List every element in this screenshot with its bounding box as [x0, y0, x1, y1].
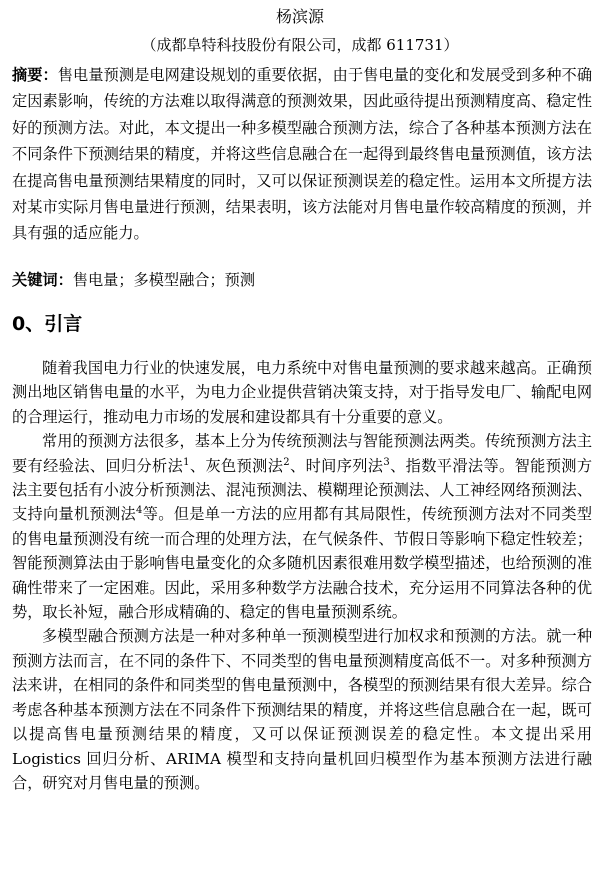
paragraph-1: 随着我国电力行业的快速发展，电力系统中对售电量预测的要求越来越高。正确预测出地区销售电量的水平，为电力企业提供营销决策支持，对于指导发电厂、输配电网的合理运行，推动电力市场的发展和建设都具有十分重要的意义。: [12, 359, 592, 426]
section-title: 0、引言: [12, 313, 83, 335]
abstract-label: 摘要：: [12, 66, 58, 84]
keywords-block: [12, 268, 592, 292]
paragraph-3: 多模型融合预测方法是一种对多种单一预测模型进行加权求和预测的方法。就一种预测方法而言，在不同的条件下、不同类型的售电量预测精度高低不一。对多种预测方法来讲，在相同的条件和同类型的售电量预测中，各模型的预测结果有很大差异。综合考虑各种基本预测方法在不同条件下预测结果的精度，并将这些信息融合在一起，既可以提高售电量预测结果的精度，又可以保证预测误差的稳定性。本文提出采用 Logistics 回归分析、ARIMA 模型和支持向量机回归模型作为基本预测方法进行融合，研究对月售电量的预测。: [12, 627, 592, 792]
author-affiliation: （成都阜特科技股份有限公司，成都 611731）: [141, 36, 459, 54]
paragraph-2-text: 常用的预测方法很多，基本上分为传统预测法与智能预测法两类。传统预测方法主要有经验法、回归分析法: [12, 432, 592, 475]
body-text: [12, 356, 592, 795]
keywords-label: 关键词：: [12, 271, 73, 289]
paragraph-2: [12, 429, 592, 624]
paragraph-2-text: 、时间序列法: [289, 456, 384, 475]
citation-3: 3: [383, 456, 390, 468]
citation-1: 1: [183, 456, 190, 468]
keywords-text: 售电量；多模型融合；预测: [72, 271, 255, 289]
abstract-block: [12, 62, 592, 247]
paragraph-2-text: 、指数平滑法等。智能预测方法主要包括有小波分析预测法、混沌预测法、模糊理论预测法、人工神经网络预测法、支持向量机预测法: [12, 456, 593, 524]
paragraph-2-text: 、灰色预测法: [189, 456, 284, 475]
citation-4: 4: [136, 505, 143, 517]
abstract-text: 售电量预测是电网建设规划的重要依据，由于售电量的变化和发展受到多种不确定因素影响，传统的方法难以取得满意的预测效果，因此亟待提出预测精度高、稳定性好的预测方法。对此，本文提出一种多模型融合预测方法，综合了各种基本预测方法在不同条件下预测结果的精度，并将这些信息融合在一起得到最终售电量预测值，该方法在提高售电量预测结果精度的同时，又可以保证预测误差的稳定性。运用本文所提方法对某市实际月售电量进行预测，结果表明，该方法能对月售电量作较高精度的预测，并具有强的适应能力。: [12, 66, 593, 243]
citation-2: 2: [283, 456, 290, 468]
paragraph-2-text: 等。但是单一方法的应用都有其局限性，传统预测方法对不同类型的售电量预测没有统一而合理的处理方法，在气候条件、节假日等影响下稳定性较差；智能预测算法由于影响售电量变化的众多随机因素很难用数学模型描述，也给预测的准确性带来了一定困难。因此，采用多种数学方法融合技术，充分运用不同算法各种的优势，取长补短，融合形成精确的、稳定的售电量预测系统。: [12, 505, 593, 622]
author-name: 杨滨源: [275, 7, 324, 26]
